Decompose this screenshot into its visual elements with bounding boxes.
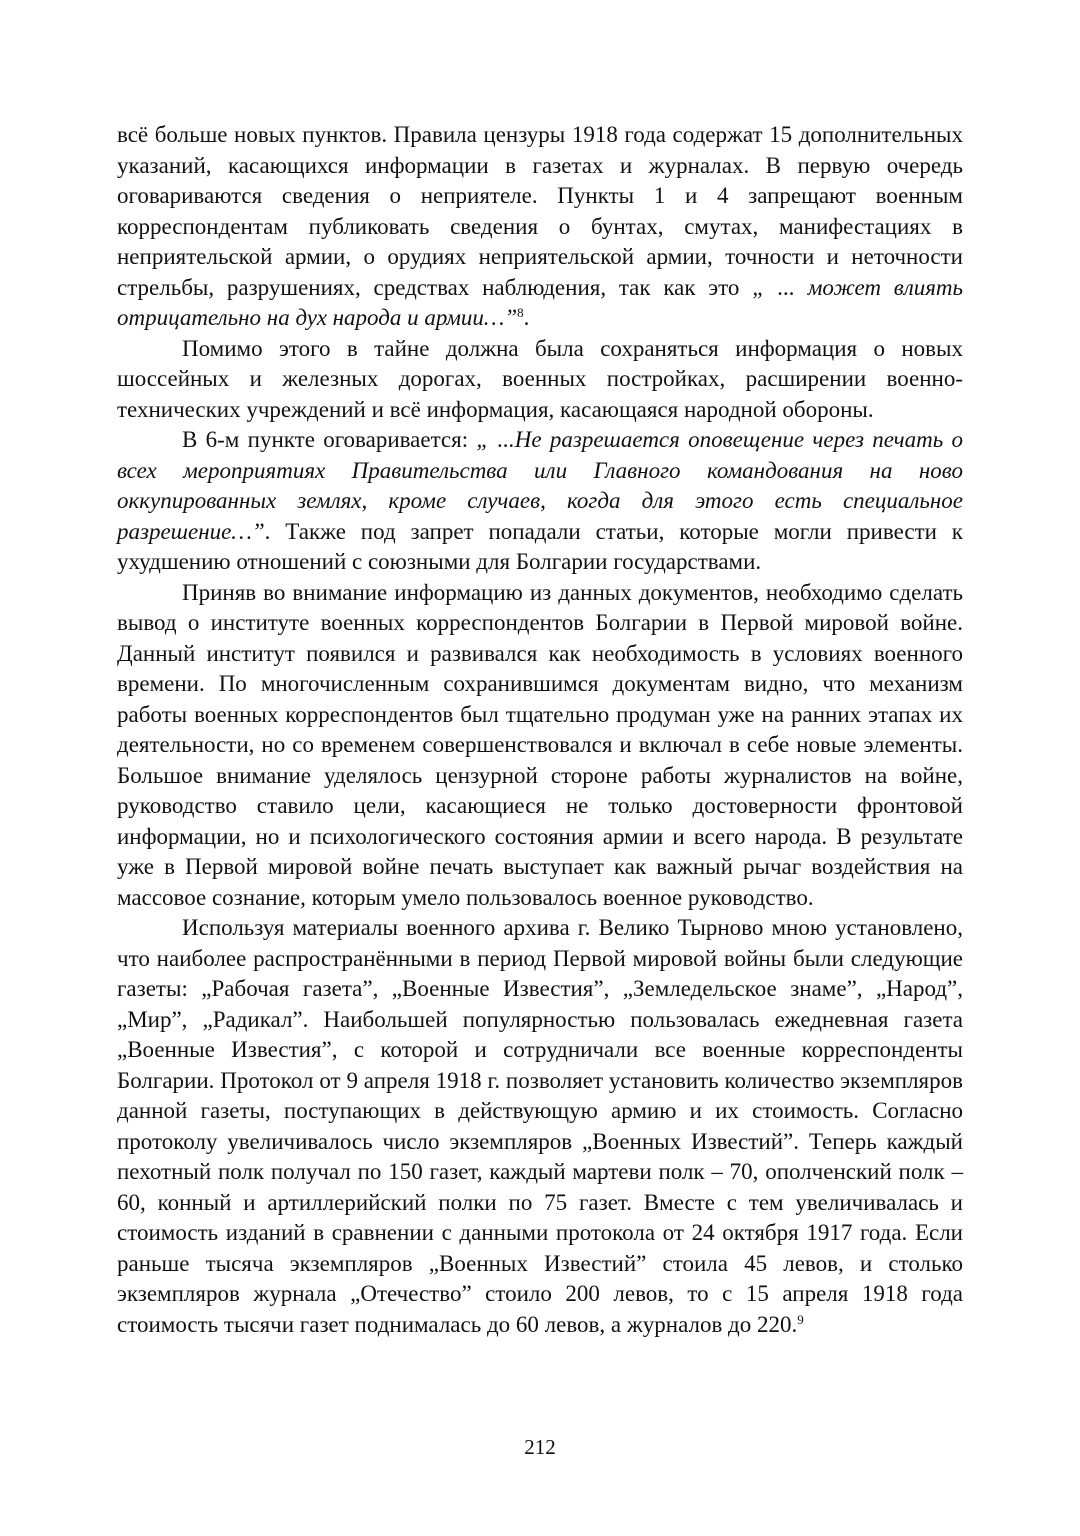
body-text [117,120,963,1340]
paragraph-4-text: Приняв во внимание информацию из данных документов, необходимо сделать вывод о институте военных корреспондентов Болгарии в Первой мировой войне. Данный институт появился и развивался как необходимость в условиях военного времени. По многочисленным сохранившимся документам видно, что механизм работы военных корреспондентов был тщательно продуман уже на ранних этапах их деятельности, но со временем совершенствовался и включал в себе новые элементы. Большое внимание уделялось цензурной стороне работы журналистов на войне, руководство ставило цели, касающиеся не только достоверности фронтовой информации, но и психологического состояния армии и всего народа. В результате уже в Первой мировой войне печать выступает как важный рычаг воздействия на массовое сознание, которым умело пользовалось военное руководство. [117,579,963,910]
footnote-ref-8: 8 [517,305,524,320]
paragraph-5-text: Используя материалы военного архива г. Велико Тырново мною установлено, что наиболее распространёнными в период Первой мировой войны были следующие газеты: „Рабочая газета”, „Военные Известия”, „Земледельское знаме”, „Народ”, „Мир”, „Радикал”. Наибольшей популярностью пользовалась ежедневная газета „Военные Известия”, с которой и сотрудничали все военные корреспонденты Болгарии. Протокол от 9 апреля 1918 г. позволяет установить количество экземпляров данной газеты, поступающих в действующую армию и их стоимость. Согласно протоколу увеличивалось число экземпляров „Военных Известий”. Теперь каждый пехотный полк получал по 150 газет, каждый мартеви полк – 70, ополченский полк – 60, конный и артиллерийский полки по 75 газет. Вместе с тем увеличивалась и стоимость изданий в сравнении с данными протокола от 24 октября 1917 года. Если раньше тысяча экземпляров „Военных Известий” стоила 45 левов, и столько экземпляров журнала „Отечество” стоило 200 левов, то с 15 апреля 1918 года стоимость тысячи газет поднималась до 60 левов, а журналов до 220. [117,915,963,1337]
paragraph-2 [117,334,963,426]
paragraph-2-text: Помимо этого в тайне должна была сохраняться информация о новых шоссейных и железных дорогах, военных постройках, расширении военно-технических учреждений и всё информация, касающаяся народной обороны. [117,335,963,422]
paragraph-3 [117,425,963,578]
paragraph-3-italic-quote: „ ...Не разрешается оповещение через печать о всех мероприятиях Правительства или Главного командования на ново оккупированных землях, кроме случаев, когда для этого есть специальное разрешение…” [117,427,963,544]
paragraph-3-text-2: . Также под запрет попадали статьи, которые могли привести к ухудшению отношений с союзными для Болгарии государствами. [117,518,963,574]
paragraph-1-italic-quote: „ ... может влиять отрицательно на дух народа и армии…” [117,274,963,330]
paragraph-4 [117,578,963,914]
footnote-ref-9: 9 [797,1311,804,1327]
paragraph-1-text-1: всё больше новых пунктов. Правила цензуры 1918 года содержат 15 дополнительных указаний, касающихся информации в газетах и журналах. В первую очередь оговариваются сведения о неприятеле. Пункты 1 и 4 запрещают военным корреспондентам публиковать сведения о бунтах, смутах, манифестациях в неприятельской армии, о орудиях неприятельской армии, точности и неточности стрельбы, разрушениях, средствах наблюдения, так как это [117,122,963,300]
paragraph-3-text-1: В 6-м пункте оговаривается: [182,427,477,452]
paragraph-1-text-2: . [523,305,530,330]
paragraph-1 [117,120,963,334]
page-number: 212 [524,1435,556,1459]
paragraph-5 [117,913,963,1340]
